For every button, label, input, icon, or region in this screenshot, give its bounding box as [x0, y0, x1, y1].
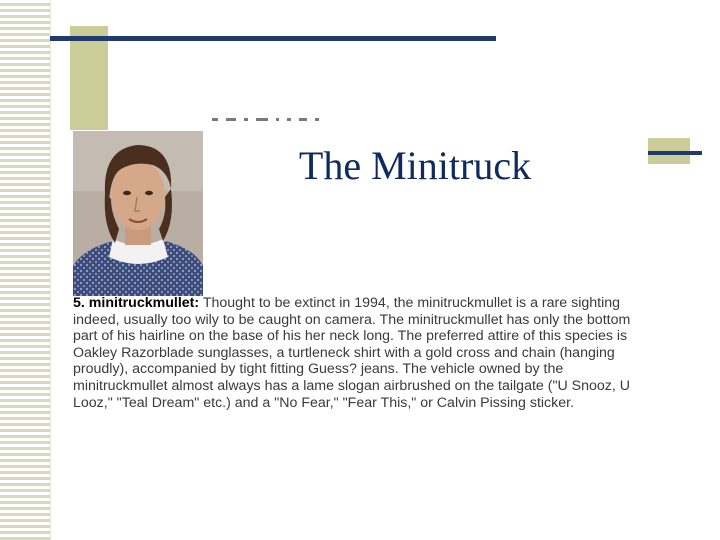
- cropped-text-fragment: [212, 118, 582, 128]
- navy-top-rule: [50, 36, 496, 41]
- left-stripe-decoration: [0, 0, 50, 540]
- slide-title: The Minitruck: [298, 143, 532, 188]
- tan-accent-block: [70, 26, 108, 130]
- stripe-edge: [50, 0, 51, 540]
- caption-text: [73, 295, 643, 411]
- navy-side-rule: [648, 151, 702, 155]
- portrait-photo: [73, 131, 203, 296]
- caption-lead: 5. minitruckmullet:: [73, 295, 200, 311]
- caption-body: Thought to be extinct in 1994, the minitruckmullet is a rare sighting indeed, usually too wily to be caught on camera. The minitruckmullet has only the bottom part of his hairline on the base of his her neck long. The preferred attire of this species is Oakley Razorblade sunglasses, a turtleneck shirt with a gold cross and chain (hanging proudly), accompanied by tight fitting Guess? jeans. The vehicle owned by the minitruckmullet almost always has a lame slogan airbrushed on the tailgate ("U Snooz, U Looz," "Teal Dream" etc.) and a "No Fear," "Fear This," or Calvin Pissing sticker.: [73, 295, 631, 411]
